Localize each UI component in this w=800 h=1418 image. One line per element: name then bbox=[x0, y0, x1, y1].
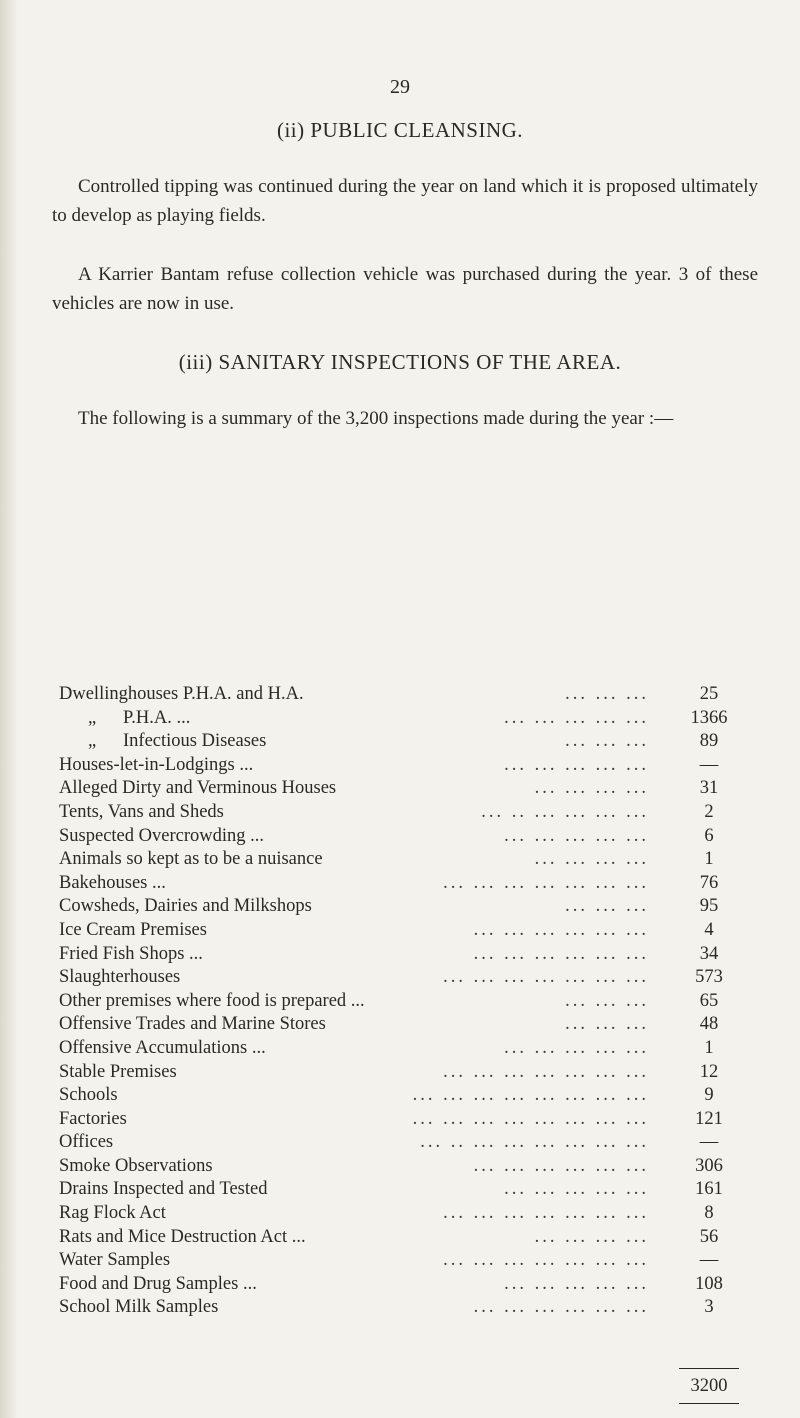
row-label-text: Slaughterhouses bbox=[59, 967, 181, 988]
row-label-text: Food and Drug Samples ... bbox=[59, 1273, 257, 1294]
table-row bbox=[59, 730, 739, 754]
row-label-text: Rag Flock Act bbox=[59, 1203, 166, 1224]
total-rule-bottom bbox=[679, 1403, 739, 1404]
table-row bbox=[59, 895, 739, 919]
row-label-text: Ice Cream Premises bbox=[59, 919, 207, 940]
row-value: 6 bbox=[704, 825, 714, 846]
row-label bbox=[59, 825, 264, 849]
row-label-text: Tents, Vans and Sheds bbox=[59, 801, 224, 822]
section-heading-sanitary-inspections: (iii) SANITARY INSPECTIONS OF THE AREA. bbox=[178, 350, 622, 374]
row-label bbox=[59, 1249, 170, 1273]
row-value: — bbox=[699, 1250, 719, 1271]
row-value: 573 bbox=[695, 967, 723, 988]
row-label bbox=[59, 1226, 306, 1250]
row-label-text: Drains Inspected and Tested bbox=[59, 1179, 268, 1200]
row-label bbox=[59, 990, 365, 1014]
row-label bbox=[59, 1178, 267, 1202]
row-leader-dots: ... ... ... ... ... bbox=[504, 1179, 649, 1200]
section-heading-public-cleansing: (ii) PUBLIC CLEANSING. bbox=[276, 118, 524, 142]
row-value: 8 bbox=[704, 1203, 714, 1224]
row-leader-dots: ... ... ... ... ... bbox=[504, 1273, 649, 1294]
row-label bbox=[59, 754, 253, 778]
row-label-text: Water Samples bbox=[59, 1250, 171, 1271]
table-row bbox=[59, 1108, 739, 1132]
row-leader-dots: ... ... ... ... ... ... bbox=[473, 1297, 649, 1318]
row-label-text: Fried Fish Shops ... bbox=[59, 943, 203, 964]
row-label-text: Schools bbox=[59, 1085, 118, 1106]
row-label bbox=[59, 1131, 113, 1155]
table-row bbox=[59, 1273, 739, 1297]
row-label-text: Rats and Mice Destruction Act ... bbox=[59, 1226, 306, 1247]
table-row bbox=[59, 1178, 739, 1202]
paragraph-inspections-intro: The following is a summary of the 3,200 inspections made during the year :— bbox=[78, 408, 674, 429]
row-leader-dots: ... ... ... ... ... bbox=[504, 707, 649, 728]
row-label-text: School Milk Samples bbox=[59, 1297, 219, 1318]
row-label-text: P.H.A. ... bbox=[123, 707, 191, 728]
row-value: 25 bbox=[699, 684, 719, 704]
row-label bbox=[88, 707, 191, 731]
paragraph-refuse-vehicle: A Karrier Bantam refuse collection vehicle was purchased during the year. 3 of these vehicles are now in use. bbox=[52, 264, 758, 314]
row-label-text: Offensive Trades and Marine Stores bbox=[59, 1014, 326, 1035]
table-row bbox=[59, 943, 739, 967]
table-row bbox=[59, 801, 739, 825]
row-leader-dots: ... ... ... bbox=[565, 1014, 649, 1035]
row-leader-dots: ... .. ... ... ... ... ... ... bbox=[420, 1132, 649, 1153]
row-value: 2 bbox=[704, 801, 714, 822]
row-value: 161 bbox=[695, 1179, 723, 1200]
row-label bbox=[59, 1155, 213, 1179]
table-row bbox=[59, 707, 739, 731]
inspections-total: 3200 bbox=[690, 1376, 728, 1396]
row-label bbox=[59, 895, 312, 919]
row-label bbox=[59, 1202, 166, 1226]
table-row bbox=[59, 1296, 739, 1320]
row-value: 4 bbox=[704, 919, 714, 940]
row-leader-dots: ... ... ... ... ... bbox=[504, 825, 649, 846]
table-row bbox=[59, 966, 739, 990]
row-label bbox=[59, 801, 224, 825]
paragraph-controlled-tipping: Controlled tipping was continued during the year on land which it is proposed ultimately to develop as playing fields. bbox=[52, 176, 758, 226]
row-label-text: Alleged Dirty and Verminous Houses bbox=[59, 778, 337, 799]
row-value: — bbox=[699, 1132, 719, 1153]
row-label-text: Houses-let-in-Lodgings ... bbox=[59, 754, 254, 775]
row-leader-dots: ... ... ... ... ... ... ... bbox=[443, 967, 649, 988]
row-leader-dots: ... ... ... ... ... bbox=[504, 754, 649, 775]
row-leader-dots: ... ... ... bbox=[565, 731, 649, 752]
row-leader-dots: ... ... ... ... ... ... bbox=[473, 919, 649, 940]
table-row bbox=[59, 1155, 739, 1179]
row-label bbox=[59, 1061, 177, 1085]
row-leader-dots: ... ... ... bbox=[565, 684, 649, 704]
row-label-text: Stable Premises bbox=[59, 1061, 177, 1082]
row-label-text: Infectious Diseases bbox=[123, 731, 267, 752]
row-label bbox=[59, 943, 203, 967]
table-row bbox=[59, 1037, 739, 1061]
row-leader-dots: ... ... ... ... ... ... ... bbox=[443, 1250, 649, 1271]
row-label bbox=[59, 1013, 326, 1037]
row-value: 31 bbox=[699, 778, 719, 799]
row-leader-dots: ... ... ... ... bbox=[534, 1226, 649, 1247]
row-label-text: Offensive Accumulations ... bbox=[59, 1037, 266, 1058]
row-label-text: Factories bbox=[59, 1108, 127, 1129]
table-row bbox=[59, 683, 739, 707]
row-value: 12 bbox=[699, 1061, 719, 1082]
row-leader-dots: ... ... ... ... ... ... ... bbox=[443, 872, 649, 893]
ditto-mark: „ bbox=[88, 707, 97, 728]
total-rule-top bbox=[679, 1368, 739, 1369]
row-leader-dots: ... ... ... bbox=[565, 990, 649, 1011]
table-row bbox=[59, 1202, 739, 1226]
row-label-text: Cowsheds, Dairies and Milkshops bbox=[59, 896, 312, 917]
row-value: 1366 bbox=[690, 707, 728, 728]
scan-shadow-edge bbox=[0, 0, 18, 1418]
table-row bbox=[59, 990, 739, 1014]
row-label-text: Offices bbox=[59, 1132, 114, 1153]
row-value: 76 bbox=[699, 872, 719, 893]
inspections-table bbox=[59, 683, 739, 1320]
row-value: 108 bbox=[695, 1273, 723, 1294]
row-value: 89 bbox=[699, 731, 719, 752]
row-label bbox=[59, 848, 323, 872]
row-leader-dots: ... .. ... ... ... ... bbox=[481, 801, 649, 822]
row-label bbox=[59, 1084, 118, 1108]
row-label bbox=[59, 1273, 257, 1297]
row-leader-dots: ... ... ... ... ... ... bbox=[473, 943, 649, 964]
row-label-text: Dwellinghouses P.H.A. and H.A. bbox=[59, 684, 304, 704]
row-label-text: Smoke Observations bbox=[59, 1155, 213, 1176]
row-label-text: Suspected Overcrowding ... bbox=[59, 825, 264, 846]
row-label-text: Other premises where food is prepared ... bbox=[59, 990, 365, 1011]
ditto-mark: „ bbox=[88, 731, 97, 752]
row-label bbox=[88, 730, 267, 754]
table-row bbox=[59, 754, 739, 778]
row-leader-dots: ... ... ... ... ... ... ... ... bbox=[412, 1108, 649, 1129]
row-value: 48 bbox=[699, 1014, 719, 1035]
page-number: 29 bbox=[390, 76, 410, 98]
row-value: 65 bbox=[699, 990, 719, 1011]
table-row bbox=[59, 1226, 739, 1250]
table-row bbox=[59, 1131, 739, 1155]
row-value: 56 bbox=[699, 1226, 719, 1247]
row-value: 121 bbox=[695, 1108, 723, 1129]
table-row bbox=[59, 848, 739, 872]
row-leader-dots: ... ... ... ... ... ... ... bbox=[443, 1203, 649, 1224]
row-value: — bbox=[699, 754, 719, 775]
row-label bbox=[59, 1108, 127, 1132]
row-leader-dots: ... ... ... ... ... bbox=[504, 1037, 649, 1058]
row-label-text: Bakehouses ... bbox=[59, 872, 166, 893]
row-value: 95 bbox=[699, 896, 719, 917]
table-row bbox=[59, 777, 739, 801]
row-leader-dots: ... ... ... ... bbox=[534, 849, 649, 870]
table-row bbox=[59, 1084, 739, 1108]
table-row bbox=[59, 825, 739, 849]
table-row bbox=[59, 1061, 739, 1085]
table-row bbox=[59, 872, 739, 896]
row-value: 34 bbox=[699, 943, 719, 964]
row-value: 1 bbox=[704, 849, 714, 870]
row-value: 9 bbox=[704, 1085, 714, 1106]
row-leader-dots: ... ... ... ... bbox=[534, 778, 649, 799]
row-label-text: Animals so kept as to be a nuisance bbox=[59, 849, 323, 870]
row-value: 1 bbox=[704, 1037, 714, 1058]
row-value: 306 bbox=[695, 1155, 723, 1176]
row-leader-dots: ... ... ... ... ... ... bbox=[473, 1155, 649, 1176]
table-row bbox=[59, 1249, 739, 1273]
row-leader-dots: ... ... ... ... ... ... ... bbox=[443, 1061, 649, 1082]
row-label bbox=[59, 683, 304, 707]
row-label bbox=[59, 1037, 266, 1061]
row-label bbox=[59, 966, 180, 990]
row-label bbox=[59, 777, 336, 801]
row-leader-dots: ... ... ... bbox=[565, 896, 649, 917]
table-row bbox=[59, 919, 739, 943]
row-label bbox=[59, 1296, 218, 1320]
row-value: 3 bbox=[704, 1297, 714, 1318]
row-leader-dots: ... ... ... ... ... ... ... ... bbox=[412, 1085, 649, 1106]
table-row bbox=[59, 1013, 739, 1037]
row-label bbox=[59, 872, 166, 896]
row-label bbox=[59, 919, 207, 943]
